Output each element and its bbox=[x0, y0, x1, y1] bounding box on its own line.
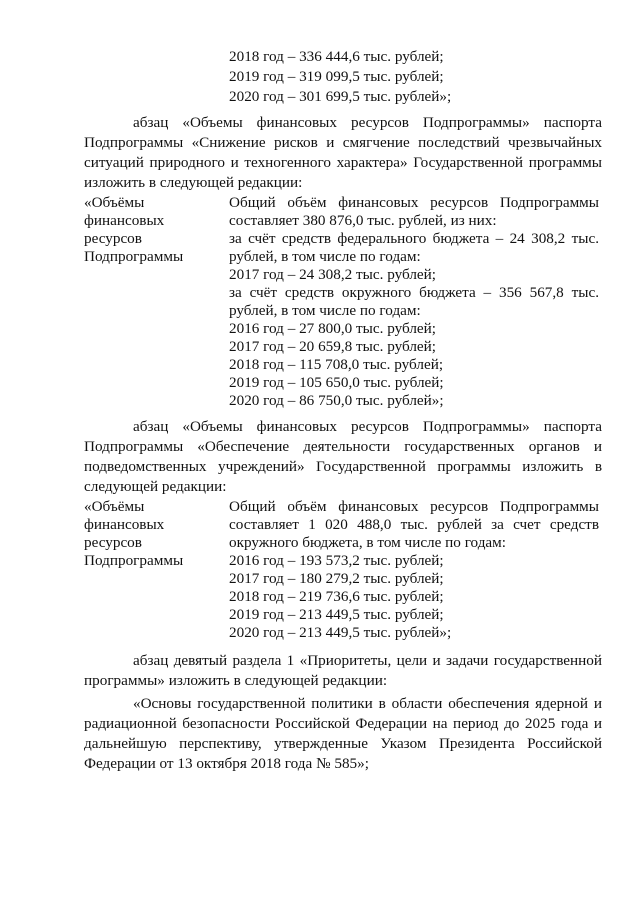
table-1-line: 2017 год – 24 308,2 тыс. рублей; bbox=[229, 266, 437, 283]
table-1-line: Общий объём финансовых ресурсов Подпрограммы bbox=[229, 194, 599, 211]
table-1-label: «Объёмы bbox=[84, 194, 145, 211]
top-list-item: 2019 год – 319 099,5 тыс. рублей; bbox=[229, 68, 444, 85]
table-1-line: 2020 год – 86 750,0 тыс. рублей»; bbox=[229, 392, 444, 409]
paragraph-4-line: дальнейшую перспективу, утвержденные Указом Президента Российской bbox=[84, 735, 602, 752]
table-1-line: за счёт средств окружного бюджета – 356 567,8 тыс. bbox=[229, 284, 599, 301]
table-2-line: составляет 1 020 488,0 тыс. рублей за счет средств bbox=[229, 516, 599, 533]
table-1-line: 2018 год – 115 708,0 тыс. рублей; bbox=[229, 356, 444, 373]
paragraph-1-line: абзац «Объемы финансовых ресурсов Подпрограммы» паспорта bbox=[133, 114, 602, 131]
paragraph-4-line: «Основы государственной политики в области обеспечения ядерной и bbox=[133, 695, 602, 712]
paragraph-3-line: программы» изложить в следующей редакции: bbox=[84, 672, 388, 689]
table-2-line: 2020 год – 213 449,5 тыс. рублей»; bbox=[229, 624, 452, 641]
paragraph-4-line: Федерации от 13 октября 2018 года № 585»; bbox=[84, 755, 369, 772]
paragraph-1-line: изложить в следующей редакции: bbox=[84, 174, 303, 191]
table-2-label: Подпрограммы bbox=[84, 552, 184, 569]
paragraph-3-line: абзац девятый раздела 1 «Приоритеты, цели и задачи государственной bbox=[133, 652, 602, 669]
table-1-line: составляет 380 876,0 тыс. рублей, из них: bbox=[229, 212, 497, 229]
paragraph-2-line: следующей редакции: bbox=[84, 478, 227, 495]
paragraph-2-line: Подпрограммы «Обеспечение деятельности государственных органов и bbox=[84, 438, 602, 455]
table-2-label: «Объёмы bbox=[84, 498, 145, 515]
table-1-line: рублей, в том числе по годам: bbox=[229, 302, 421, 319]
table-2-line: 2018 год – 219 736,6 тыс. рублей; bbox=[229, 588, 444, 605]
table-2-label: финансовых bbox=[84, 516, 165, 533]
table-2-line: 2017 год – 180 279,2 тыс. рублей; bbox=[229, 570, 444, 587]
table-1-label: Подпрограммы bbox=[84, 248, 184, 265]
table-2-line: Общий объём финансовых ресурсов Подпрограммы bbox=[229, 498, 599, 515]
paragraph-1-line: ситуаций природного и техногенного характера» Государственной программы bbox=[84, 154, 602, 171]
paragraph-4-line: радиационной безопасности Российской Федерации на период до 2025 года и bbox=[84, 715, 602, 732]
table-2-line: 2016 год – 193 573,2 тыс. рублей; bbox=[229, 552, 444, 569]
table-1-line: за счёт средств федерального бюджета – 24 308,2 тыс. bbox=[229, 230, 599, 247]
paragraph-2-line: подведомственных учреждений» Государственной программы изложить в bbox=[84, 458, 602, 475]
paragraph-1-line: Подпрограммы «Снижение рисков и смягчение последствий чрезвычайных bbox=[84, 134, 602, 151]
table-1-label: ресурсов bbox=[84, 230, 142, 247]
table-2-line: окружного бюджета, в том числе по годам: bbox=[229, 534, 506, 551]
paragraph-2-line: абзац «Объемы финансовых ресурсов Подпрограммы» паспорта bbox=[133, 418, 602, 435]
table-1-label: финансовых bbox=[84, 212, 165, 229]
top-list-item: 2018 год – 336 444,6 тыс. рублей; bbox=[229, 48, 444, 65]
table-1-line: 2017 год – 20 659,8 тыс. рублей; bbox=[229, 338, 437, 355]
table-2-label: ресурсов bbox=[84, 534, 142, 551]
table-1-line: 2016 год – 27 800,0 тыс. рублей; bbox=[229, 320, 437, 337]
table-1-line: рублей, в том числе по годам: bbox=[229, 248, 421, 265]
table-1-line: 2019 год – 105 650,0 тыс. рублей; bbox=[229, 374, 444, 391]
table-2-line: 2019 год – 213 449,5 тыс. рублей; bbox=[229, 606, 444, 623]
top-list-item: 2020 год – 301 699,5 тыс. рублей»; bbox=[229, 88, 452, 105]
